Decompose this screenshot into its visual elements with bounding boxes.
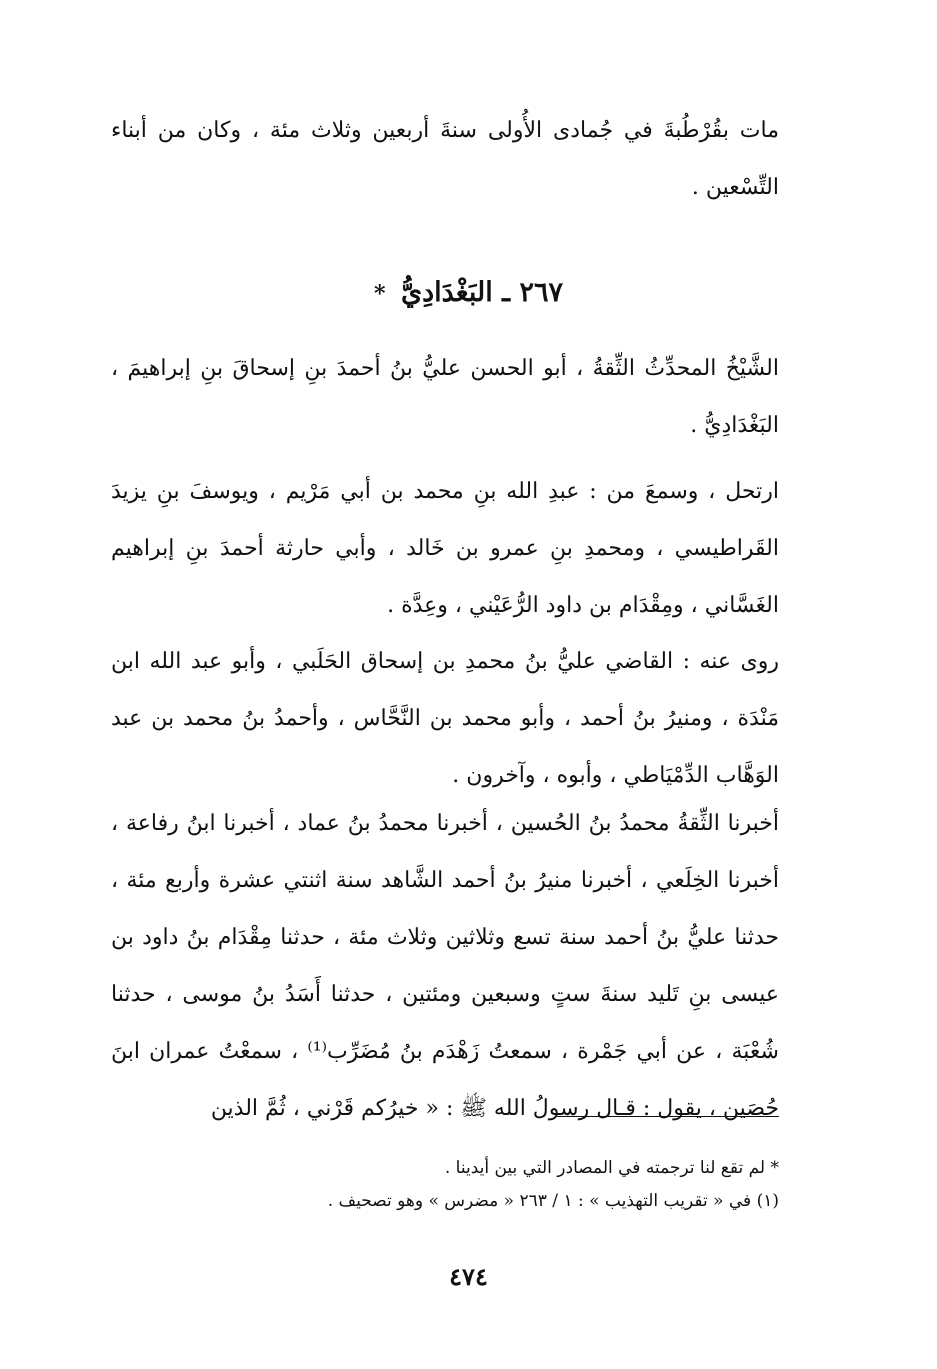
heading-name: البَغْدَادِيُّ	[400, 277, 493, 308]
heading-star: *	[374, 281, 386, 307]
paragraph-death-note: مات بقُرْطُبةَ في جُمادى الأُولى سنةَ أربعين وثلاث مئة ، وكان من أبناء التِّسْعين .	[111, 118, 779, 200]
heading-number: ٢٦٧	[519, 277, 563, 308]
section-heading	[0, 268, 937, 319]
paragraph-hadith-chain: أخبرنا الثِّقةُ محمدُ بنُ الحُسين ، أخبرنا محمدُ بنُ عماد ، أخبرنا ابنُ رفاعة ، أخبرنا الخِلَعي ، أخبرنا منيرُ بنُ أحمد الشَّاهد سنة اثنتي عشرة وأربع مئة ، حدثنا عليُّ بنُ أحمد سنة تسع وثلاثين وثلاث مئة ، حدثنا مِقْدَام بنُ داود بن عيسى بنِ تَليد سنةَ ستٍ وسبعين ومئتين ، حدثنا أَسَدُ بنُ موسى ، حدثنا شُعْبَة ، عن أبي جَمْرة ، سمعتُ زَهْدَم بنُ مُضَرِّب⁽¹⁾ ، سمعْتُ عمران ابنَ حُصَين ، يقول : قـال رسولُ الله ﷺ : « خيرُكم قَرْني ، ثُمَّ الذين	[111, 811, 779, 1121]
paragraph-teachers: ارتحل ، وسمعَ من : عبدِ الله بنِ محمد بن أبي مَرْيم ، ويوسفَ بنِ يزيدَ القَراطيسي ، ومحمدِ بنِ عمرو بن خَالد ، وأبي حارثة أحمدَ بنِ إبراهيم الغَسَّاني ، ومِقْدَام بن داود الرُّعَيْني ، وعِدَّة .	[111, 479, 779, 618]
paragraph-biography: الشَّيْخُ المحدِّثُ الثِّقةُ ، أبو الحسن عليُّ بنُ أحمدَ بنِ إسحاقَ بنِ إبراهيمَ ، البَغْدَادِيُّ .	[111, 356, 779, 438]
heading-separator: ـ	[502, 277, 511, 308]
footnote-1: (١) في « تقريب التهذيب » : ١ / ٢٦٣ « مضرس » وهو تصحيف .	[327, 1191, 779, 1211]
footnotes	[111, 1152, 779, 1218]
page-number: ٤٧٤	[449, 1262, 488, 1291]
footnote-star: * لم تقع لنا ترجمته في المصادر التي بين أيدينا .	[444, 1158, 779, 1178]
paragraph-students: روى عنه : القاضي عليُّ بنُ محمدِ بن إسحاق الحَلَبي ، وأبو عبد الله ابن مَنْدَة ، ومنيرُ بنُ أحمد ، وأبو محمد بن النَّحَّاس ، وأحمدُ بنُ محمد بن عبد الوَهَّاب الدِّمْيَاطي ، وأبوه ، وآخرون .	[111, 649, 779, 788]
footnote-divider	[557, 1116, 779, 1117]
